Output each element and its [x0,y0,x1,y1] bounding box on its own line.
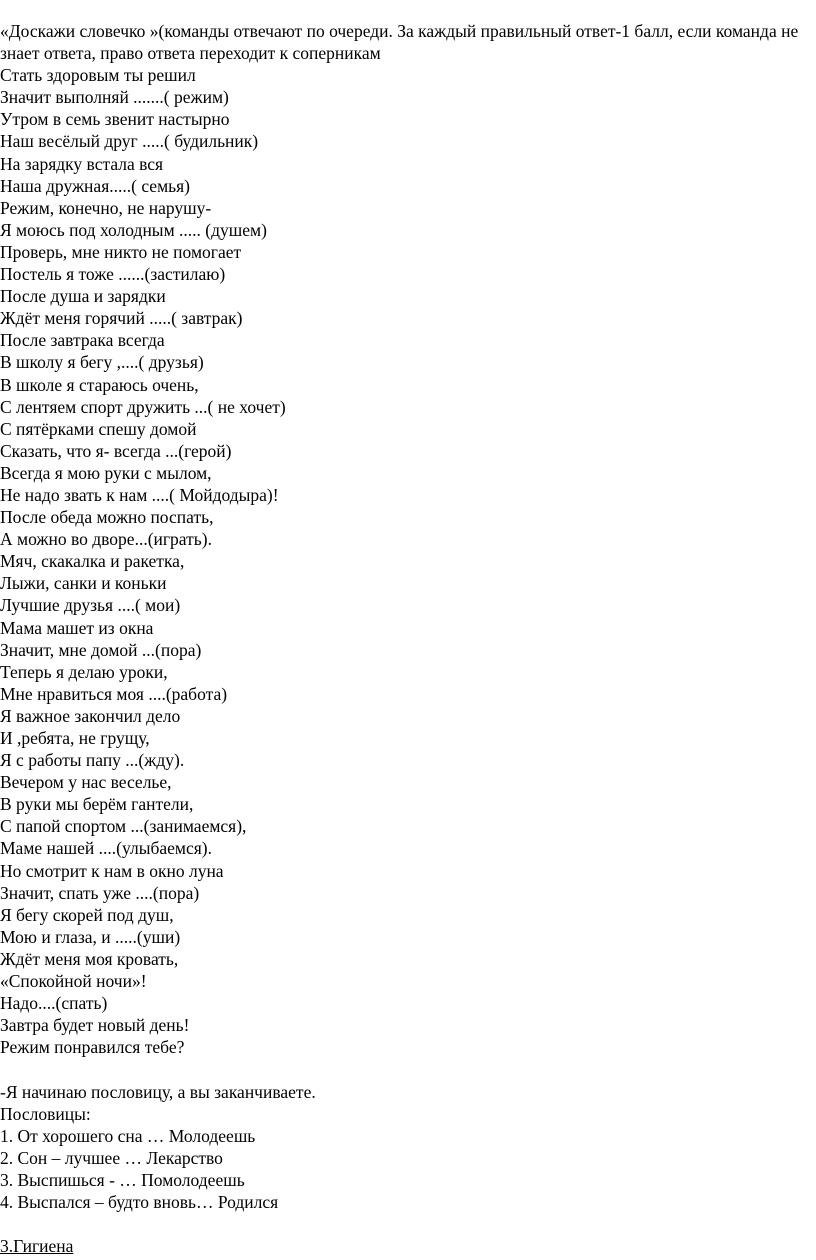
poem-line: Наша дружная.....( семья) [0,175,190,196]
poem-line: С пятёрками спешу домой [0,418,197,439]
poem-line: Я моюсь под холодным ..... (душем) [0,219,267,240]
poem-line: Я важное закончил дело [0,705,181,726]
poem-line: Значит выполняй .......( режим) [0,87,229,108]
poem-line: Ждёт меня горячий .....( завтрак) [0,308,243,329]
poem-line: Сказать, что я- всегда ...(герой) [0,440,232,461]
poem-line: Я с работы папу ...(жду). [0,750,185,771]
proverb-item: 1. От хорошего сна … Молодеешь [0,1125,256,1146]
poem-line: Мяч, скакалка и ракетка, [0,551,185,572]
intro-paragraph: «Доскажи словечко »(команды отвечают по очереди. За каждый правильный ответ-1 балл, если команда не знает ответа, право ответа переходит к соперникам [0,21,799,64]
section-heading-hygiene: 3.Гигиена [0,1236,74,1257]
poem-line: Вечером у нас веселье, [0,772,172,793]
poem-line: Проверь, мне никто не помогает [0,241,242,262]
poem-line: В школе я стараюсь очень, [0,374,199,395]
poem-line: Маме нашей ....(улыбаемся). [0,838,212,859]
document-page [0,20,800,1257]
poem-line: Надо....(спать) [0,993,108,1014]
poem-line: Не надо звать к нам ....( Мойдодыра)! [0,484,279,505]
poem-line: Лыжи, санки и коньки [0,573,167,594]
poem-block [0,64,800,1058]
poem-line: А можно во дворе...(играть). [0,529,212,550]
poem-line: Мне нравиться моя ....(работа) [0,683,228,704]
poem-line: Всегда я мою руки с мылом, [0,462,212,483]
poem-line: Режим, конечно, не нарушу- [0,197,212,218]
poem-line: Лучшие друзья ....( мои) [0,595,181,616]
poem-line: Режим понравился тебе? [0,1037,185,1058]
proverbs-heading: Пословицы: [0,1103,91,1124]
poem-line: После обеда можно поспать, [0,507,214,528]
poem-line: Значит, спать уже ....(пора) [0,882,200,903]
poem-line: Стать здоровым ты решил [0,65,196,86]
poem-line: «Спокойной ночи»! [0,971,147,992]
poem-line: На зарядку встала вся [0,153,164,174]
blank-line [0,1058,800,1080]
poem-line: В руки мы берём гантели, [0,794,194,815]
poem-line: Теперь я делаю уроки, [0,661,168,682]
poem-line: После завтрака всегда [0,330,165,351]
poem-line: И ,ребята, не грущу, [0,728,150,748]
poem-line: Ждёт меня моя кровать, [0,948,179,969]
proverb-item: 3. Выспишься - … Помолодеешь [0,1169,245,1190]
poem-line: Постель я тоже ......(застилаю) [0,264,226,285]
poem-line: Завтра будет новый день! [0,1015,190,1036]
proverbs-instruction: -Я начинаю пословицу, а вы заканчиваете. [0,1081,316,1102]
poem-line: С папой спортом ...(занимаемся), [0,816,247,837]
poem-line: Наш весёлый друг .....( будильник) [0,131,259,152]
poem-line: Значит, мне домой ...(пора) [0,639,202,660]
poem-line: Утром в семь звенит настырно [0,109,230,130]
poem-line: С лентяем спорт дружить ...( не хочет) [0,396,286,417]
poem-line: После душа и зарядки [0,286,166,307]
poem-line: Мою и глаза, и .....(уши) [0,926,181,947]
poem-line: В школу я бегу ,....( друзья) [0,352,204,373]
poem-line: Я бегу скорей под душ, [0,904,174,925]
poem-line: Но смотрит к нам в окно луна [0,860,224,881]
proverbs-list [0,1125,800,1213]
proverb-item: 4. Выспался – будто вновь… Родился [0,1191,279,1212]
poem-line: Мама машет из окна [0,617,154,638]
proverb-item: 2. Сон – лучшее … Лекарство [0,1147,223,1168]
